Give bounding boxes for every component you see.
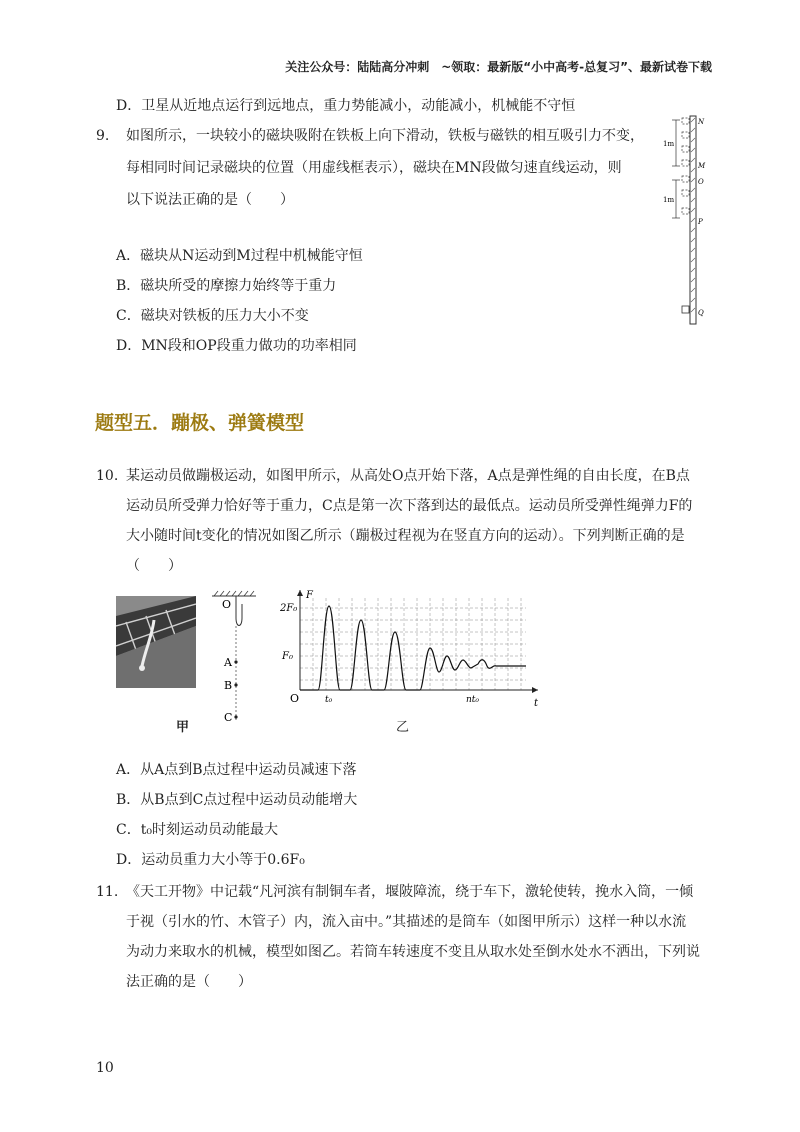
q9-stem-line-1: 如图所示，一块较小的磁块吸附在铁板上向下滑动，铁板与磁铁的相互吸引力不变， xyxy=(126,128,644,144)
point-c-label: C xyxy=(224,711,233,724)
point-n-label: N xyxy=(698,118,705,126)
q9-iron-plate-figure xyxy=(660,108,720,328)
point-o-label: O xyxy=(698,178,704,186)
q9-option-d: D．MN段和OP段重力做功的功率相同 xyxy=(116,338,357,354)
q11-stem-line-1: 《天工开物》中记载“凡河滨有制铜车者，堰陂障流，绕于车下，激轮使转，挽水入筒，一倾 xyxy=(126,884,694,900)
q9-stem-line-2: 每相同时间记录磁块的位置（用虚线框表示），磁块在MN段做匀速直线运动，则 xyxy=(126,160,622,176)
q9-option-a: A．磁块从N运动到M过程中机械能守恒 xyxy=(116,248,363,264)
q10-number: 10. xyxy=(96,468,119,484)
point-b-label: B xyxy=(224,679,233,692)
figure-yi-label: 乙 xyxy=(396,720,410,735)
q11-stem-line-3: 为动力来取水的机械，模型如图乙。若筒车转速度不变且从取水处至倒水处水不洒出，下列说 xyxy=(126,944,700,960)
point-o-label: O xyxy=(222,598,232,611)
y-tick-f0: F₀ xyxy=(282,651,293,662)
section-title: 题型五．蹦极、弹簧模型 xyxy=(95,412,305,434)
point-p-label: P xyxy=(698,218,703,226)
q10-stem-line-1: 某运动员做蹦极运动，如图甲所示，从高处O点开始下落，A点是弹性绳的自由长度，在B点 xyxy=(126,468,690,484)
magnet-block xyxy=(682,306,689,313)
point-m-label: M xyxy=(698,162,706,170)
bungee-photo xyxy=(116,596,196,688)
q9-stem-line-3: 以下说法正确的是（ ） xyxy=(126,192,294,208)
q10-stem-line-2: 运动员所受弹力恰好等于重力，C点是第一次下落到达的最低点。运动员所受弹性绳弹力F的 xyxy=(126,498,693,514)
q9-option-b: B．磁块所受的摩擦力始终等于重力 xyxy=(116,278,337,294)
force-curve xyxy=(300,606,526,690)
x-tick-t0: t₀ xyxy=(325,695,333,705)
page-header: 关注公众号：陆陆高分冲刺 ~领取：最新版“小中高考-总复习”、最新试卷下载 xyxy=(285,60,712,74)
point-q-label: Q xyxy=(698,309,704,317)
point-a-label: A xyxy=(224,656,232,669)
q10-option-b: B．从B点到C点过程中运动员动能增大 xyxy=(116,792,358,808)
y-axis-label: F xyxy=(306,590,313,601)
q10-option-d: D．运动员重力大小等于0.6F₀ xyxy=(116,852,305,868)
q11-number: 11. xyxy=(96,884,119,900)
dim-bottom-label: 1m xyxy=(663,196,675,204)
page-number: 10 xyxy=(96,1060,114,1076)
dim-top-label: 1m xyxy=(663,140,675,148)
q9-number: 9. xyxy=(96,128,110,144)
y-tick-2f0: 2F₀ xyxy=(280,603,298,614)
q10-stem-line-4: （ ） xyxy=(126,558,182,574)
q8-option-d: D．卫星从近地点运行到远地点，重力势能减小，动能减小，机械能不守恒 xyxy=(116,98,576,114)
origin-label: O xyxy=(290,692,300,705)
q11-stem-line-4: 法正确的是（ ） xyxy=(126,974,252,990)
q10-option-a: A．从A点到B点过程中运动员减速下落 xyxy=(116,762,357,778)
q9-option-c: C．磁块对铁板的压力大小不变 xyxy=(116,308,309,324)
force-time-graph xyxy=(280,586,548,716)
x-tick-nt0: nt₀ xyxy=(466,695,480,705)
bungee-schematic-figure xyxy=(208,590,260,732)
x-axis-label: t xyxy=(534,698,539,709)
figure-jia-label: 甲 xyxy=(176,720,190,735)
graph-grid xyxy=(300,598,526,690)
q11-stem-line-2: 于视（引水的竹、木管子）内，流入亩中。”其描述的是筒车（如图甲所示）这样一种以水流 xyxy=(126,914,687,930)
q10-option-c: C．t₀时刻运动员动能最大 xyxy=(116,822,278,838)
q10-stem-line-3: 大小随时间t变化的情况如图乙所示（蹦极过程视为在竖直方向的运动）。下列判断正确的是 xyxy=(126,528,685,544)
